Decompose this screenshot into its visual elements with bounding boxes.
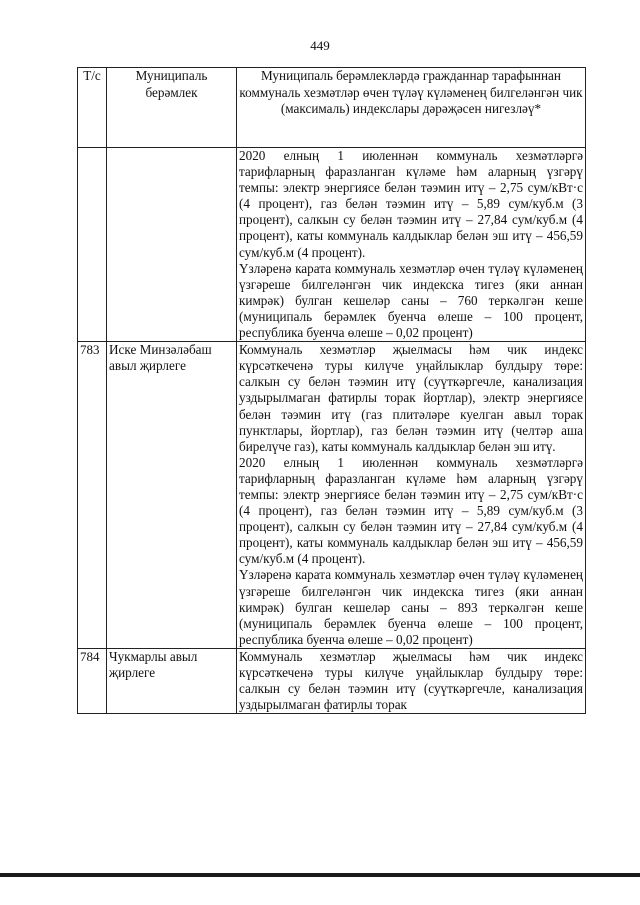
row-basis <box>237 148 586 342</box>
basis-paragraph: Үзләренә карата коммуналь хезмәтләр өчен түләү күләменең үзгәреше билгеләнгән чик индекска тигез (яки аннан кимрәк) булган кешеләр саны – 893 теркәлгән кеше (муниципаль берәмлек буенча өлеше – 100 процент, республика буенча өлеше – 0,02 процент) <box>239 567 583 647</box>
table-row <box>78 148 586 342</box>
municipal-index-table <box>77 67 586 714</box>
basis-paragraph: 2020 елның 1 июленнән коммуналь хезмәтләргә тарифларның фаразланган күләме һәм аларның үзгәрү темпы: электр энергиясе белән тәэмин итү – 2,75 сум/кВт·с (4 процент), газ белән тәэмин итү – 5,89 сум/куб.м (3 процент), салкын су белән тәэмин итү – 27,84 сум/куб.м (4 процент), каты коммуналь калдыклар белән эш итү – 456,59 сум/куб.м (4 процент). <box>239 148 583 260</box>
table-row <box>78 648 586 713</box>
row-municipality <box>107 148 237 342</box>
row-number <box>78 148 107 342</box>
row-number: 783 <box>78 342 107 649</box>
basis-paragraph: 2020 елның 1 июленнән коммуналь хезмәтләргә тарифларның фаразланган күләме һәм аларның үзгәрү темпы: электр энергиясе белән тәэмин итү – 2,75 сум/кВт·с (4 процент), газ белән тәэмин итү – 5,89 сум/куб.м (3 процент), салкын су белән тәэмин итү – 27,84 сум/куб.м (4 процент), каты коммуналь калдыклар белән эш итү – 456,59 сум/куб.м (4 процент). <box>239 454 583 567</box>
row-basis <box>237 342 586 649</box>
header-number: Т/с <box>78 68 107 148</box>
scan-edge-bar <box>0 873 640 877</box>
page-number: 449 <box>310 38 330 53</box>
row-basis <box>237 648 586 713</box>
row-municipality: Иске Минзәләбаш авыл җирлеге <box>107 342 237 649</box>
basis-paragraph: Үзләренә карата коммуналь хезмәтләр өчен түләү күләменең үзгәреше билгеләнгән чик индекска тигез (яки аннан кимрәк) булган кешеләр саны – 760 теркәлгән кеше (муниципаль берәмлек буенча өлеше – 100 процент, республика буенча өлеше – 0,02 процент) <box>239 260 583 341</box>
header-municipality: Муниципаль берәмлек <box>107 68 237 148</box>
basis-paragraph: Коммуналь хезмәтләр җыелмасы һәм чик индекс күрсәткеченә туры килүче уңайлыклар булдыру төре: салкын су белән тәэмин итү (суүткәргечле, канализация уздырылмаган фатирлы торак <box>239 648 583 713</box>
table-row <box>78 342 586 649</box>
header-basis: Муниципаль берәмлекләрдә гражданнар тарафыннан коммуналь хезмәтләр өчен түләү күләменең билгеләнгән чик (максималь) индекслары дәрәҗәсен нигезләү* <box>237 68 586 148</box>
basis-paragraph: Коммуналь хезмәтләр җыелмасы һәм чик индекс күрсәткеченә туры килүче уңайлыклар булдыру төре: салкын су белән тәэмин итү (суүткәргечле, канализация уздырылмаган фатирлы торак йортлар), электр энергиясе белән тәэмин итү (газ плитәләре куелган авыл торак пунктлары, йортлар), газ белән тәэмин итү (челтәр аша бирелүче газ), каты коммуналь калдыклар белән эш итү. <box>239 342 583 454</box>
row-number: 784 <box>78 648 107 713</box>
table-header-row <box>78 68 586 148</box>
row-municipality: Чукмарлы авыл җирлеге <box>107 648 237 713</box>
